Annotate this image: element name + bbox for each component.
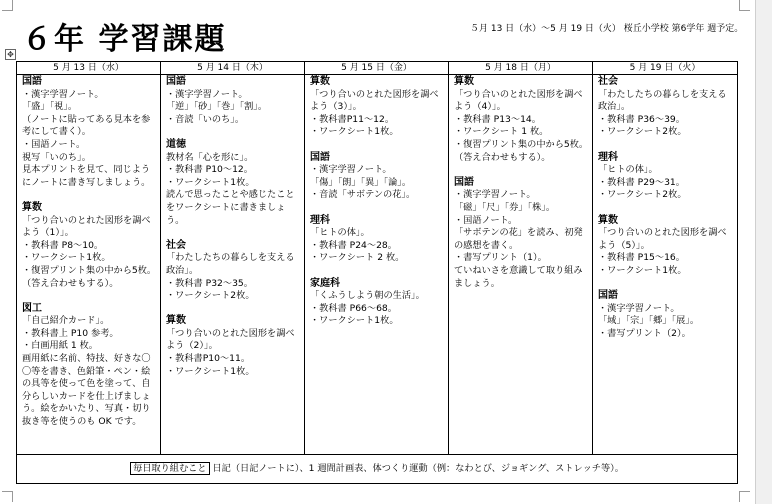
date-header: 5 月 13 日（水） [17, 62, 161, 75]
task-line: 「つり合いのとれた図形を調べよう（2）」。 [166, 327, 295, 352]
subject-heading: 国語 [310, 151, 330, 163]
task-line: 「自己紹介カード」。 [22, 315, 110, 327]
task-line: ・ワークシート1枚。 [166, 365, 255, 377]
task-line: 「わたしたちの暮らしを支える政治」。 [598, 88, 727, 113]
task-line: ・ワークシート1枚。 [310, 126, 399, 138]
subject-heading: 家庭科 [310, 277, 340, 289]
task-line: ・教科書 P66～68。 [310, 302, 397, 314]
date-header: 5 月 14 日（木） [161, 62, 305, 75]
subject-heading: 国語 [454, 176, 474, 188]
task-line: ・国語ノート。 [454, 214, 518, 226]
date-header-row [17, 62, 738, 75]
task-line: ・漢字学習ノート。 [454, 189, 536, 201]
subject-block [310, 76, 446, 139]
task-line: 「くふうしよう朝の生活」。 [310, 290, 425, 302]
task-line: ・教科書P10～11。 [166, 353, 251, 365]
subject-heading: 国語 [166, 76, 186, 87]
task-line: ・教科書 P32～35。 [166, 277, 253, 289]
task-line: 画用紙に名前、特技、好きな〇〇等を書き、色鉛筆・ペン・絵の具等を使って色を塗って、自分らしいカードを仕上げましょう。絵をかいたり、写真・切り抜き等を使うのも OK です。 [22, 353, 151, 428]
task-line: ・音読「サボテンの花」。 [310, 189, 416, 201]
schedule-table [16, 61, 738, 484]
day-cell[interactable] [305, 75, 449, 455]
task-line: ・ワークシート1枚。 [310, 315, 399, 327]
task-line: 「つり合いのとれた図形を調べよう（5）」。 [598, 227, 727, 251]
task-line: （答え合わせもする）。 [454, 151, 551, 163]
task-line: ・ワークシート2枚。 [598, 189, 687, 201]
date-header: 5 月 15 日（金） [305, 62, 449, 75]
subject-block [598, 290, 735, 340]
page-title: ６年 学習課題 [22, 22, 227, 57]
subject-heading: 算数 [598, 214, 618, 226]
subject-block [166, 240, 302, 303]
subject-block [166, 76, 302, 126]
task-line: ・教科書 P29～31。 [598, 176, 685, 188]
task-line: 「つり合いのとれた図形を調べよう（1）」。 [22, 214, 151, 239]
subject-block [22, 303, 158, 429]
subject-heading: 理科 [310, 214, 330, 226]
task-line: ・音読「いのち」。 [166, 113, 245, 125]
task-line: ・白画用紙 1 枚。 [22, 340, 98, 352]
subject-heading: 図工 [22, 302, 42, 314]
task-line: 「サボテンの花」を読み、初発の感想を書く。 [454, 227, 583, 251]
subject-block [598, 152, 735, 202]
task-line: ・ワークシート2枚。 [166, 290, 255, 302]
footer-row [17, 455, 738, 484]
task-line: ・教科書 P8～10。 [22, 239, 104, 251]
task-line: 「盛」「視」。 [22, 101, 78, 113]
subject-block [598, 76, 735, 139]
vertical-scrollbar[interactable] [755, 0, 772, 504]
task-line: ・ワークシート2枚。 [598, 126, 687, 138]
subject-heading: 理科 [598, 151, 618, 163]
task-line: ・漢字学習ノート。 [22, 88, 104, 100]
task-line: 「つり合いのとれた図形を調べよう（4）」。 [454, 88, 583, 113]
task-line: ・漢字学習ノート。 [310, 164, 392, 176]
corner-mark [739, 491, 750, 502]
task-line: 「域」「宗」「郷」「展」。 [598, 315, 700, 327]
task-line: 教材名「心を形に」。 [166, 151, 254, 163]
task-line: 「ヒトの体」。 [310, 227, 370, 239]
subject-heading: 算数 [22, 201, 42, 213]
subject-block [22, 76, 158, 189]
subject-block [310, 278, 446, 328]
daily-tasks-text: 日記（日記ノートに）、1 週間計画表、体つくり運動（例：なわとび、ジョギング、ストレッチ等）。 [212, 462, 624, 474]
subject-heading: 社会 [598, 76, 618, 87]
subject-heading: 社会 [166, 239, 186, 251]
day-cell[interactable] [17, 75, 161, 455]
task-line: 「傷」「朗」「異」「論」。 [310, 176, 412, 188]
corner-mark [2, 491, 13, 502]
subject-heading: 国語 [22, 76, 42, 87]
task-line: （答え合わせもする）。 [22, 277, 119, 289]
task-line: ・ワークシート1枚。 [22, 252, 111, 264]
task-line: 「逆」「砂」「巻」「割」。 [166, 101, 268, 113]
corner-mark [739, 0, 750, 11]
task-line: 見本プリントを見て、同じようにノートに書き写しましょう。 [22, 164, 151, 188]
task-line: 「ヒトの体」。 [598, 164, 658, 176]
task-line: ・漢字学習ノート。 [598, 302, 680, 314]
subject-block [454, 177, 590, 290]
subject-block [166, 315, 302, 378]
task-line: ・漢字学習ノート。 [166, 88, 248, 100]
task-line: ・教科書 P13～14。 [454, 113, 541, 125]
task-line: ・教科書 P36～39。 [598, 113, 685, 125]
corner-mark [2, 0, 13, 11]
tasks-row [17, 75, 738, 455]
task-line: ・教科書P11～12。 [310, 113, 395, 125]
task-line: ・教科書上 P10 参考。 [22, 327, 119, 339]
subject-block [310, 215, 446, 265]
daily-tasks-label: 毎日取り組むこと [130, 462, 210, 475]
table-move-handle-icon[interactable]: ✥ [5, 49, 16, 60]
day-cell[interactable] [449, 75, 593, 455]
subject-heading: 国語 [598, 290, 618, 302]
footer-cell[interactable] [17, 455, 738, 484]
day-cell[interactable] [161, 75, 305, 455]
task-line: ・教科書 P10～12。 [166, 164, 253, 176]
task-line: 視写「いのち」。 [22, 151, 91, 163]
task-line: ・教科書 P24～28。 [310, 239, 397, 251]
task-line: ・ワークシート 2 枚。 [310, 252, 405, 264]
day-cell[interactable] [593, 75, 738, 455]
task-line: ・復習プリント集の中から5枚。 [22, 264, 157, 276]
task-line: 「磁」「尺」「券」「株」。 [454, 201, 556, 213]
task-line: ていねいさを意識して取り組みましょう。 [454, 264, 583, 289]
task-line: （ノートに貼ってある見本を参考にして書く）。 [22, 113, 151, 138]
subject-block [166, 139, 302, 227]
task-line: ・書写プリント（1）。 [454, 252, 547, 264]
subject-heading: 算数 [166, 315, 186, 327]
subject-block [454, 76, 590, 164]
task-line: ・ワークシート1枚。 [166, 176, 255, 188]
subject-block [22, 202, 158, 290]
subject-block [310, 152, 446, 202]
task-line: ・ワークシート1枚。 [598, 264, 687, 276]
subject-heading: 道徳 [166, 138, 186, 150]
subject-heading: 算数 [454, 76, 474, 87]
date-header: 5 月 19 日（火） [593, 62, 738, 75]
task-line: ・教科書 P15～16。 [598, 252, 685, 264]
subject-block [598, 215, 735, 278]
task-line: ・国語ノート。 [22, 138, 86, 150]
task-line: 「わたしたちの暮らしを支える政治」。 [166, 252, 295, 276]
task-line: ・ワークシート 1 枚。 [454, 126, 549, 138]
task-line: 「つり合いのとれた図形を調べよう（3）」。 [310, 88, 439, 113]
task-line: ・復習プリント集の中から5枚。 [454, 138, 589, 150]
schedule-info: ５月 13 日（水）～5 月 19 日（火） 桜丘小学校 第6学年 週予定。 [470, 24, 744, 34]
date-header: 5 月 18 日（月） [449, 62, 593, 75]
task-line: ・書写プリント（2）。 [598, 327, 691, 339]
subject-heading: 算数 [310, 76, 330, 87]
task-line: 読んで思ったことや感じたことをワークシートに書きましょう。 [166, 189, 295, 226]
